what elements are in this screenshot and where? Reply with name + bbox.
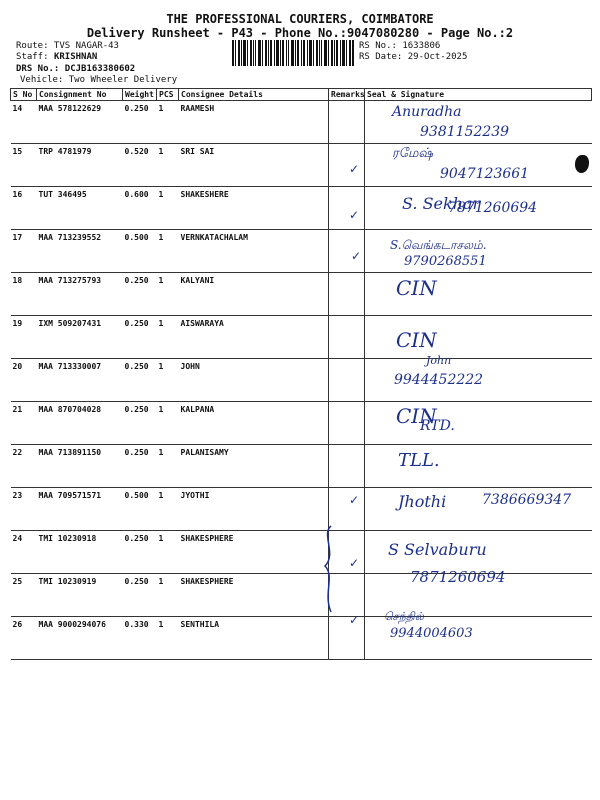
row-remarks (329, 144, 365, 187)
col-header-weight: Weight (123, 89, 157, 101)
table-row (11, 445, 592, 488)
row-consignee: SHAKESHERE (179, 187, 329, 230)
row-pcs: 1 (157, 359, 179, 402)
row-weight: 0.250 (123, 531, 157, 574)
col-header-pcs: PCS (157, 89, 179, 101)
row-weight: 0.250 (123, 273, 157, 316)
row-remarks (329, 359, 365, 402)
row-consignee: SHAKESPHERE (179, 574, 329, 617)
row-pcs: 1 (157, 101, 179, 144)
row-remarks (329, 316, 365, 359)
row-sno: 15 (11, 144, 37, 187)
row-consignment: TUT 346495 (37, 187, 123, 230)
row-consignee: JYOTHI (179, 488, 329, 531)
row-pcs: 1 (157, 230, 179, 273)
row-consignment: MAA 870704028 (37, 402, 123, 445)
rs-date: RS Date: 29-Oct-2025 (359, 52, 468, 62)
row-consignment: MAA 713239552 (37, 230, 123, 273)
row-sno: 14 (11, 101, 37, 144)
rs-number: RS No.: 1633806 (359, 41, 441, 51)
row-consignee: AISWARAYA (179, 316, 329, 359)
row-remarks (329, 101, 365, 144)
table-row (11, 273, 592, 316)
row-sno: 19 (11, 316, 37, 359)
row-consignment: MAA 713330007 (37, 359, 123, 402)
row-pcs: 1 (157, 488, 179, 531)
tick-mark: ✓ (349, 556, 360, 570)
signature-mark: RTD. (420, 418, 455, 434)
row-consignee: KALYANI (179, 273, 329, 316)
row-remarks (329, 617, 365, 660)
signature-phone: 7386669347 (482, 492, 572, 508)
row-weight: 0.250 (123, 445, 157, 488)
signature-phone: 9790268551 (404, 254, 487, 269)
row-consignment: MAA 713891150 (37, 445, 123, 488)
row-pcs: 1 (157, 445, 179, 488)
row-pcs: 1 (157, 187, 179, 230)
row-sno: 26 (11, 617, 37, 660)
signature-name: S.வெங்கடாசலம். (390, 238, 487, 252)
row-sno: 21 (11, 402, 37, 445)
row-weight: 0.600 (123, 187, 157, 230)
row-consignment: MAA 9000294076 (37, 617, 123, 660)
staff-row (16, 52, 97, 63)
company-title: THE PROFESSIONAL COURIERS, COIMBATORE (166, 12, 434, 26)
row-remarks (329, 445, 365, 488)
vehicle-text: Vehicle: Two Wheeler Delivery (20, 75, 178, 85)
row-pcs: 1 (157, 402, 179, 445)
row-consignee: RAAMESH (179, 101, 329, 144)
tick-mark: ✓ (349, 162, 360, 176)
signature-mark: TLL. (398, 450, 440, 471)
signature-phone: 7871260694 (448, 200, 538, 216)
row-weight: 0.330 (123, 617, 157, 660)
row-consignment: MAA 709571571 (37, 488, 123, 531)
tick-mark: ✓ (349, 208, 360, 222)
signature-phone: 9944452222 (394, 372, 484, 388)
signature-mark: CIN (396, 404, 437, 428)
drs-row (16, 64, 135, 75)
signature-name: Anuradha (392, 104, 462, 120)
row-consignment: IXM 509207431 (37, 316, 123, 359)
row-sno: 22 (11, 445, 37, 488)
row-consignment: TRP 4781979 (37, 144, 123, 187)
row-remarks (329, 273, 365, 316)
row-pcs: 1 (157, 531, 179, 574)
tick-mark: ✓ (351, 249, 362, 263)
bracket-mark (317, 524, 345, 614)
row-pcs: 1 (157, 617, 179, 660)
row-pcs: 1 (157, 273, 179, 316)
signature-name: செந்தில் (384, 610, 424, 623)
row-weight: 0.520 (123, 144, 157, 187)
table-row (11, 617, 592, 660)
signature-name: John (426, 354, 452, 367)
table-header-row (11, 89, 592, 101)
row-consignee: KALPANA (179, 402, 329, 445)
row-consignment: MAA 578122629 (37, 101, 123, 144)
row-pcs: 1 (157, 574, 179, 617)
drs-label: DRS No.: (16, 64, 65, 74)
row-weight: 0.500 (123, 488, 157, 531)
row-weight: 0.250 (123, 402, 157, 445)
signature-mark: CIN (396, 328, 437, 352)
barcode (232, 40, 354, 66)
row-sno: 18 (11, 273, 37, 316)
row-consignment: TMI 10230919 (37, 574, 123, 617)
row-weight: 0.250 (123, 316, 157, 359)
row-pcs: 1 (157, 144, 179, 187)
row-consignee: SHAKESPHERE (179, 531, 329, 574)
staff-value: KRISHNAN (53, 52, 98, 62)
drs-value: DCJB163380602 (64, 64, 136, 74)
row-weight: 0.250 (123, 359, 157, 402)
signature-phone: 9944004603 (390, 626, 473, 641)
signature-mark: CIN (396, 276, 437, 300)
row-sno: 24 (11, 531, 37, 574)
tick-mark: ✓ (349, 493, 360, 507)
table-row (11, 402, 592, 445)
row-weight: 0.250 (123, 101, 157, 144)
row-consignee: SENTHILA (179, 617, 329, 660)
row-sno: 20 (11, 359, 37, 402)
col-header-signature: Seal & Signature (365, 89, 592, 101)
tick-mark: ✓ (349, 613, 360, 627)
row-weight: 0.500 (123, 230, 157, 273)
col-header-remarks: Remarks (329, 89, 365, 101)
signature-name: ரமேஷ் (392, 146, 433, 161)
signature-phone: 9047123661 (440, 166, 530, 182)
col-header-sno: S No (11, 89, 37, 101)
signature-name: S. Sekhar (402, 194, 481, 213)
signature-name: Jhothi (398, 492, 447, 511)
table-row (11, 316, 592, 359)
row-consignee: SRI SAI (179, 144, 329, 187)
col-header-consignee: Consignee Details (179, 89, 329, 101)
row-sno: 16 (11, 187, 37, 230)
row-sno: 23 (11, 488, 37, 531)
row-consignee: PALANISAMY (179, 445, 329, 488)
row-remarks (329, 402, 365, 445)
row-consignment: MAA 713275793 (37, 273, 123, 316)
row-remarks (329, 187, 365, 230)
signature-phone: 7871260694 (410, 568, 506, 586)
route-text: Route: TVS NAGAR-43 (16, 41, 119, 51)
signature-name: S Selvaburu (388, 540, 487, 559)
row-sno: 25 (11, 574, 37, 617)
table-row (11, 230, 592, 273)
signature-phone: 9381152239 (420, 124, 510, 140)
row-consignment: TMI 10230918 (37, 531, 123, 574)
row-consignee: VERNKATACHALAM (179, 230, 329, 273)
row-pcs: 1 (157, 316, 179, 359)
staff-label: Staff: (16, 52, 54, 62)
col-header-consignment: Consignment No (37, 89, 123, 101)
table-row (11, 359, 592, 402)
row-sno: 17 (11, 230, 37, 273)
row-consignee: JOHN (179, 359, 329, 402)
runsheet-subtitle: Delivery Runsheet - P43 - Phone No.:9047080280 - Page No.:2 (86, 26, 514, 40)
row-weight: 0.250 (123, 574, 157, 617)
